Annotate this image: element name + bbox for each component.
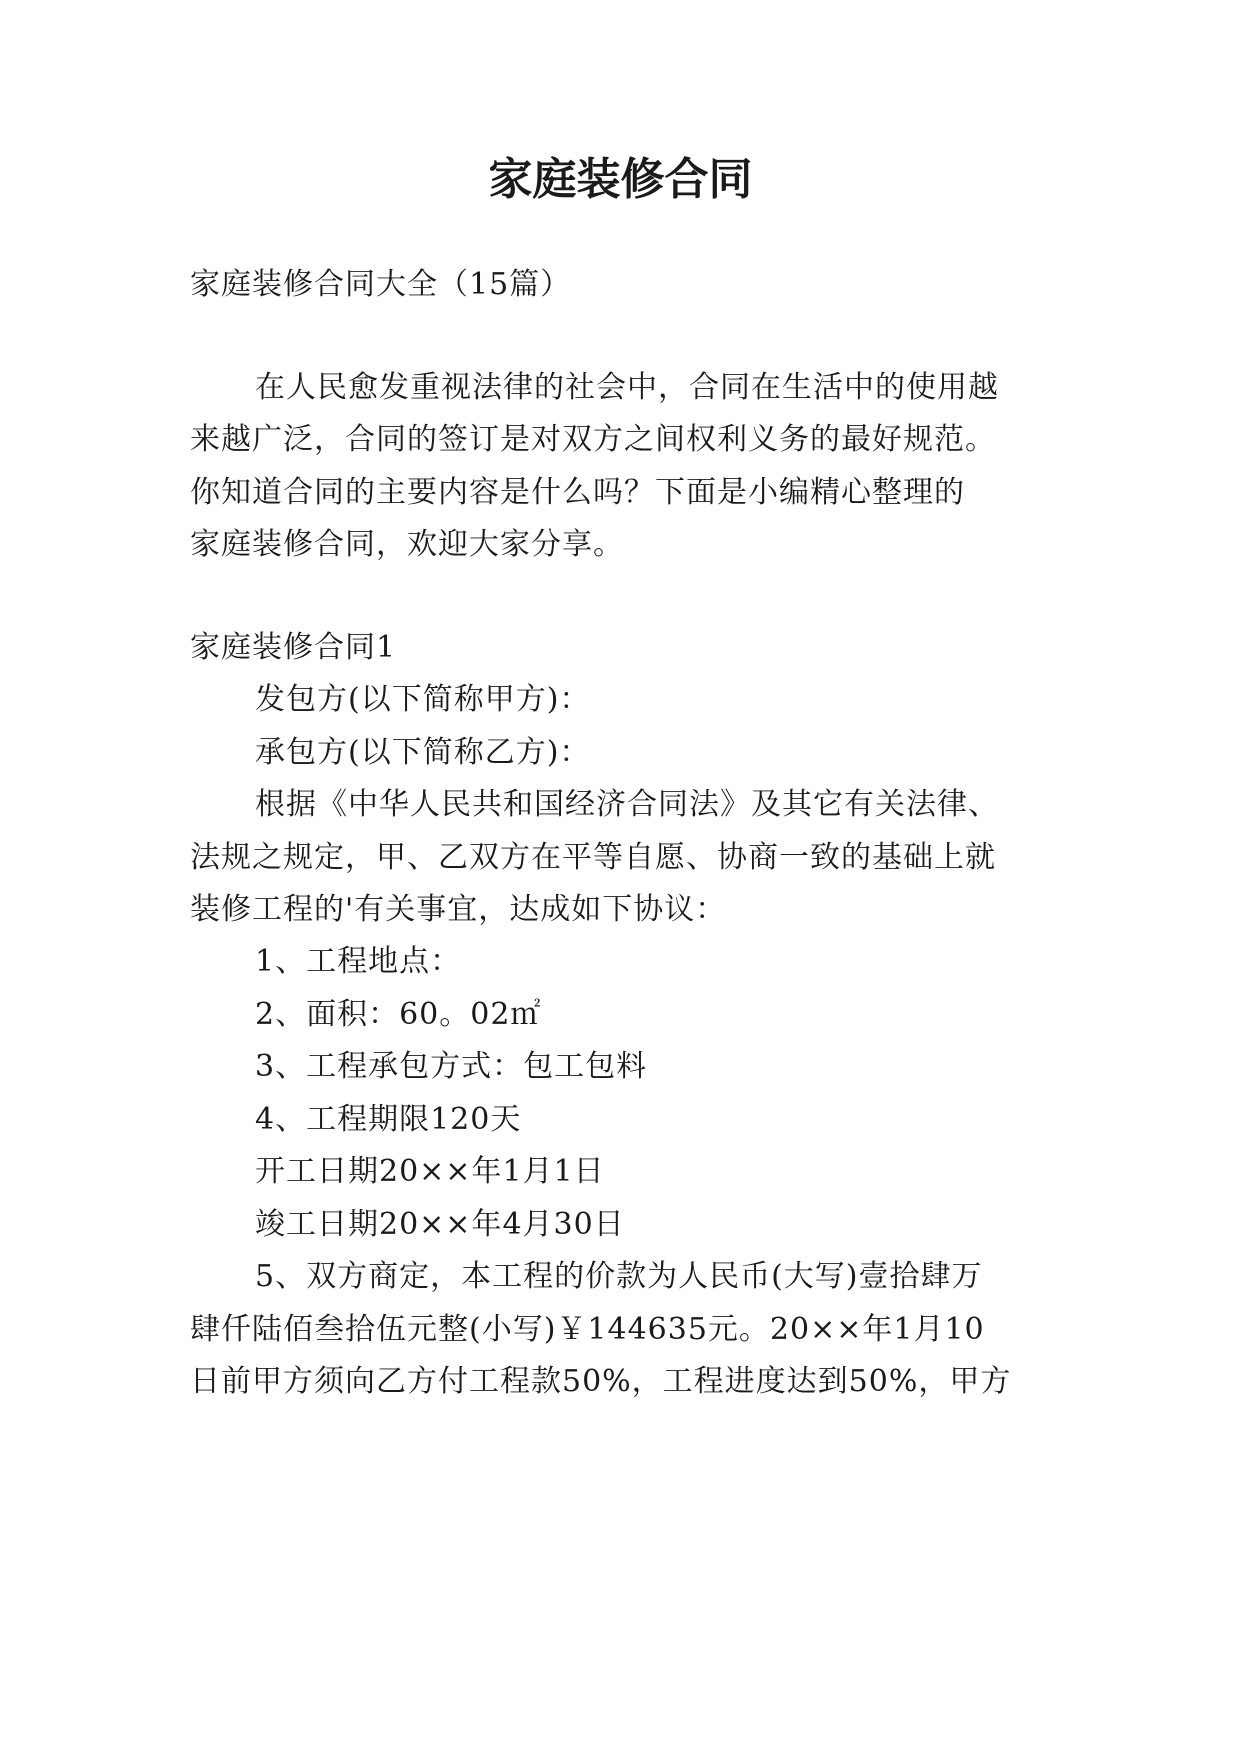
clause-5-line-3: 日前甲方须向乙方付工程款50%，工程进度达到50%，甲方 <box>190 1364 1012 1399</box>
clause-5-line-2: 肆仟陆佰叁拾伍元整(小写)￥144635元。20××年1月10 <box>190 1312 985 1347</box>
clause-2: 2、面积：60。02㎡ <box>255 997 542 1032</box>
document-subtitle: 家庭装修合同大全（15篇） <box>190 267 572 302</box>
basis-line-1: 根据《中华人民共和国经济合同法》及其它有关法律、 <box>255 787 999 822</box>
end-date-line: 竣工日期20××年4月30日 <box>255 1207 625 1242</box>
intro-line-1: 在人民愈发重视法律的社会中，合同在生活中的使用越 <box>255 370 999 405</box>
basis-line-2: 法规之规定，甲、乙双方在平等自愿、协商一致的基础上就 <box>190 840 996 875</box>
section-heading: 家庭装修合同1 <box>190 630 397 665</box>
basis-line-3: 装修工程的'有关事宜，达成如下协议： <box>190 892 727 927</box>
clause-5-line-1: 5、双方商定，本工程的价款为人民币(大写)壹拾肆万 <box>255 1259 983 1294</box>
clause-3: 3、工程承包方式：包工包料 <box>255 1049 648 1084</box>
intro-line-2: 来越广泛，合同的签订是对双方之间权利义务的最好规范。 <box>190 422 996 457</box>
intro-line-4: 家庭装修合同，欢迎大家分享。 <box>190 527 624 562</box>
clause-1: 1、工程地点： <box>255 944 462 979</box>
clause-4: 4、工程期限120天 <box>255 1102 522 1137</box>
party-b-line: 承包方(以下简称乙方)： <box>255 735 591 770</box>
start-date-line: 开工日期20××年1月1日 <box>255 1154 605 1189</box>
party-a-line: 发包方(以下简称甲方)： <box>255 682 591 717</box>
document-title: 家庭装修合同 <box>488 154 753 205</box>
intro-line-3: 你知道合同的主要内容是什么吗？下面是小编精心整理的 <box>190 475 965 510</box>
